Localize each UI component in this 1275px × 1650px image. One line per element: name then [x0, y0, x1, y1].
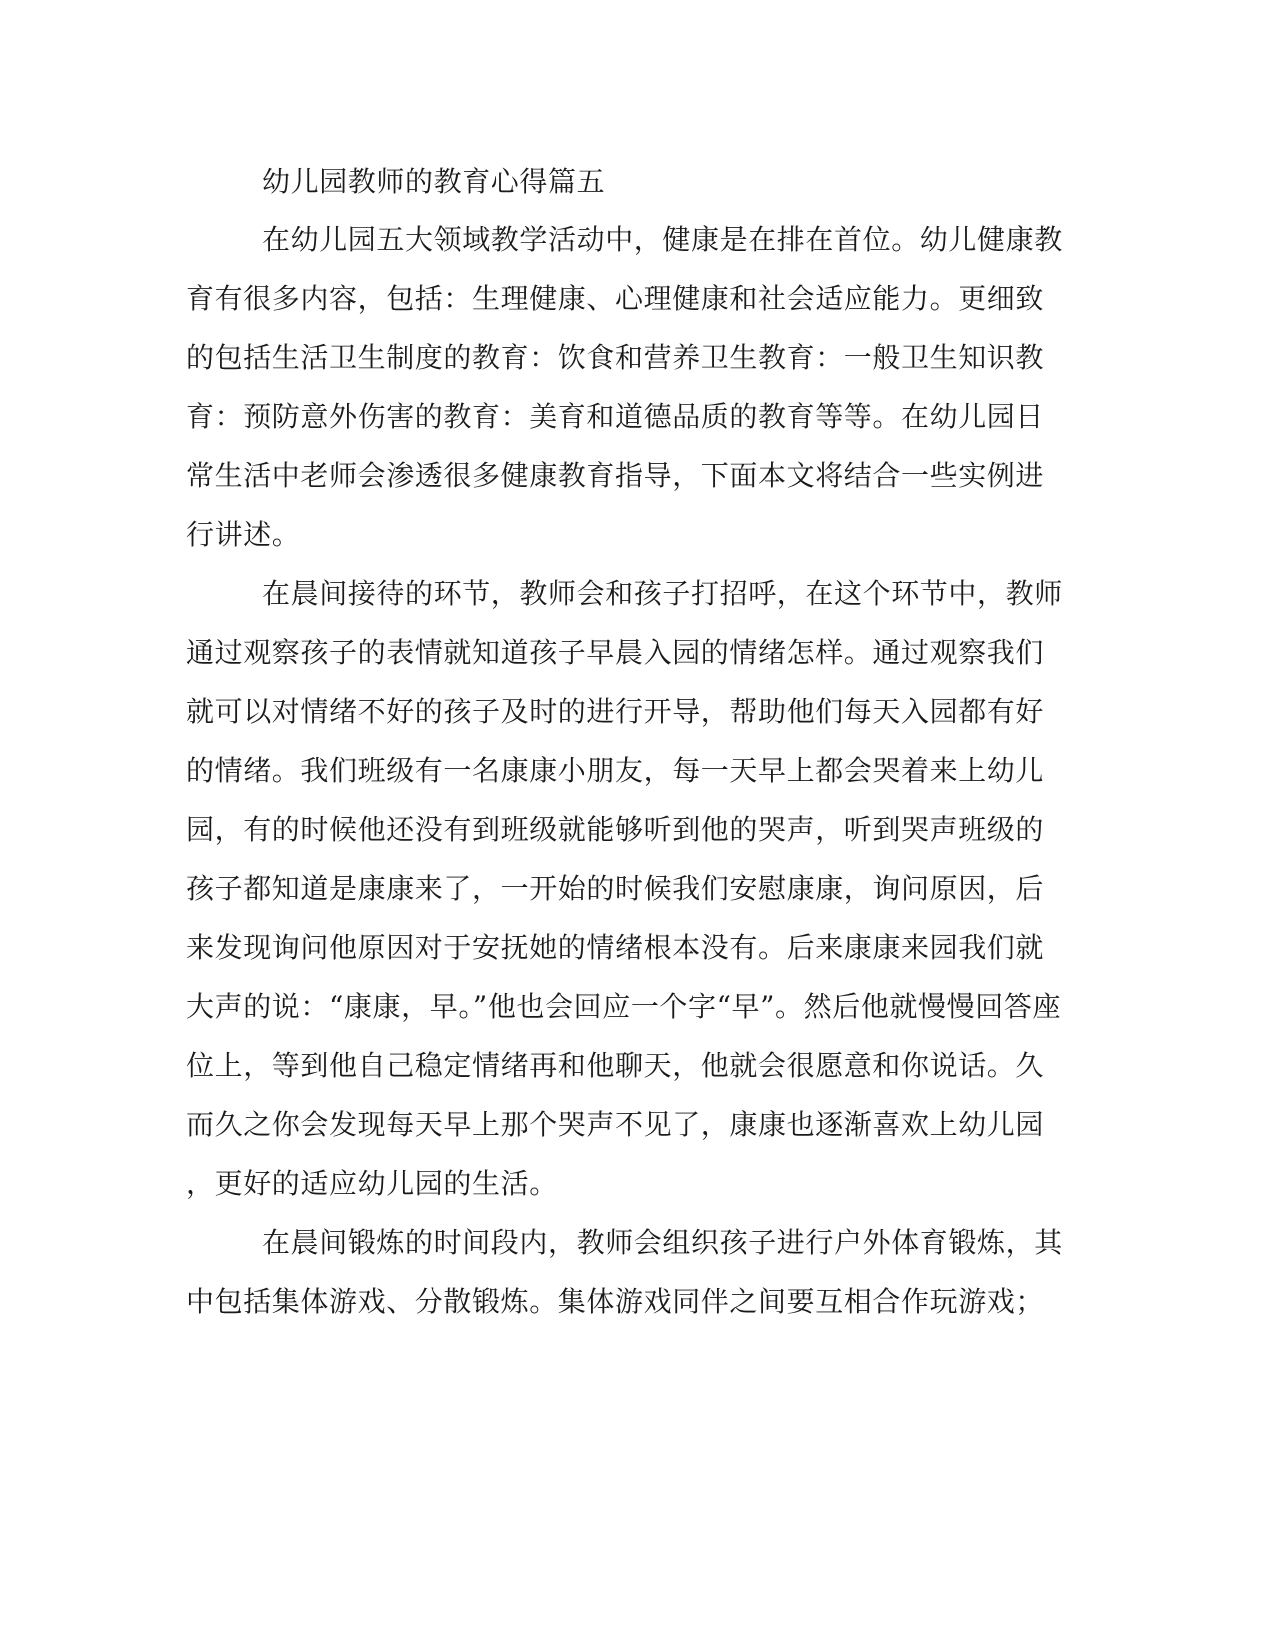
- paragraph-line: 孩子都知道是康康来了，一开始的时候我们安慰康康，询问原因，后: [186, 872, 1045, 905]
- paragraph-line: 行讲述。: [186, 518, 301, 551]
- paragraph-line: 常生活中老师会渗透很多健康教育指导，下面本文将结合一些实例进: [186, 459, 1045, 492]
- paragraph-line: 通过观察孩子的表情就知道孩子早晨入园的情绪怎样。通过观察我们: [186, 636, 1045, 669]
- paragraph-line: 育有很多内容，包括：生理健康、心理健康和社会适应能力。更细致: [186, 282, 1045, 315]
- paragraph-line: 育：预防意外伤害的教育：美育和道德品质的教育等等。在幼儿园日: [186, 400, 1045, 433]
- paragraph-line: 位上，等到他自己稳定情绪再和他聊天，他就会很愿意和你说话。久: [186, 1049, 1045, 1082]
- paragraph-line: 园，有的时候他还没有到班级就能够听到他的哭声，听到哭声班级的: [186, 813, 1045, 846]
- paragraph-line: 在晨间锻炼的时间段内，教师会组织孩子进行户外体育锻炼，其: [262, 1226, 1063, 1259]
- paragraph-line: 的包括生活卫生制度的教育：饮食和营养卫生教育：一般卫生知识教: [186, 341, 1045, 374]
- paragraph-line: 而久之你会发现每天早上那个哭声不见了，康康也逐渐喜欢上幼儿园: [186, 1108, 1045, 1141]
- paragraph-line: 中包括集体游戏、分散锻炼。集体游戏同伴之间要互相合作玩游戏；: [186, 1285, 1045, 1318]
- paragraph-line: 在幼儿园五大领域教学活动中，健康是在排在首位。幼儿健康教: [262, 223, 1063, 256]
- paragraph-line: ，更好的适应幼儿园的生活。: [186, 1167, 558, 1200]
- paragraph-line: 来发现询问他原因对于安抚她的情绪根本没有。后来康康来园我们就: [186, 931, 1045, 964]
- paragraph-line: 就可以对情绪不好的孩子及时的进行开导，帮助他们每天入园都有好: [186, 695, 1045, 728]
- document-title: 幼儿园教师的教育心得篇五: [262, 165, 606, 198]
- paragraph-line: 大声的说：“康康，早。”他也会回应一个字“早”。然后他就慢慢回答座: [186, 990, 1062, 1023]
- paragraph-line: 的情绪。我们班级有一名康康小朋友，每一天早上都会哭着来上幼儿: [186, 754, 1045, 787]
- paragraph-line: 在晨间接待的环节，教师会和孩子打招呼，在这个环节中，教师: [262, 577, 1063, 610]
